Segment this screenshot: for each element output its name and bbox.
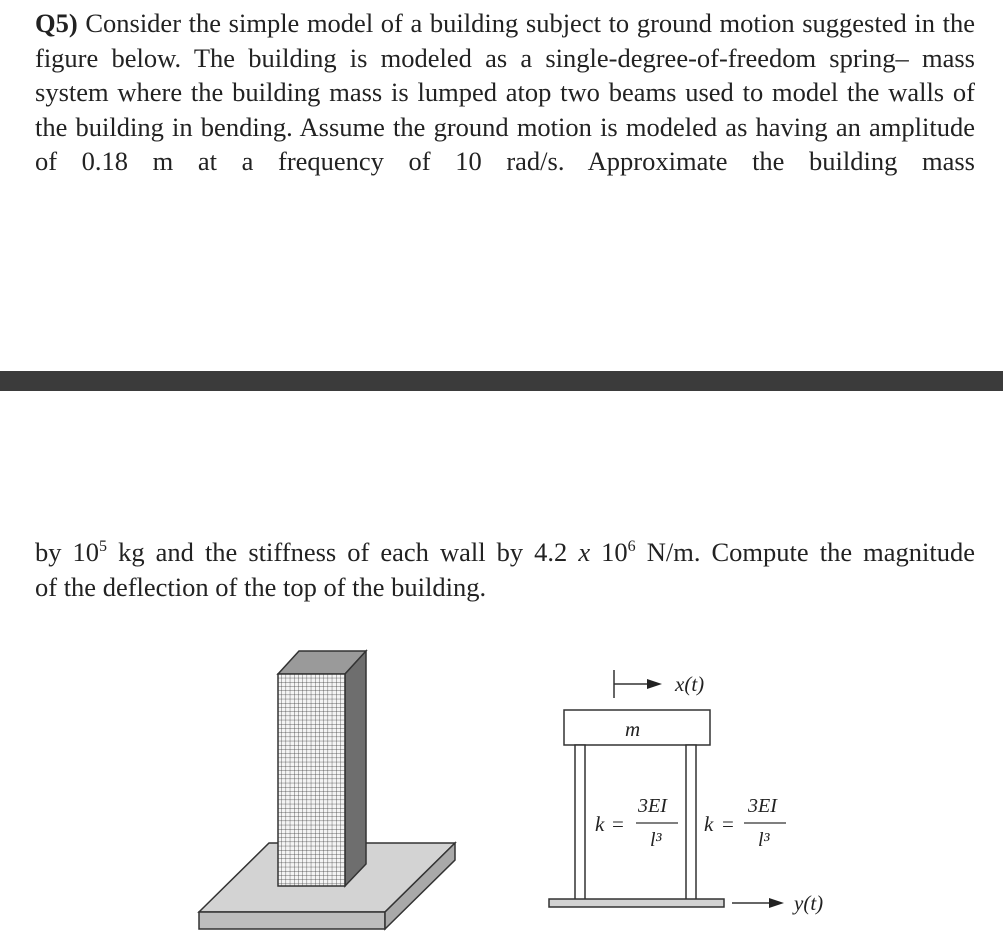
svg-text:l³: l³	[758, 829, 770, 851]
question-paragraph-1	[35, 6, 975, 179]
y-arrowhead-icon	[769, 898, 784, 908]
dark-divider-bar	[0, 371, 1003, 391]
left-wall-beam	[575, 745, 585, 900]
left-stiffness-label	[595, 795, 678, 851]
building-figure	[0, 640, 1003, 940]
right-wall-beam	[686, 745, 696, 900]
svg-text:=: =	[612, 812, 624, 836]
question-line-2: the figure below. The building is modeled as a single-degree-of-freedom spring–	[35, 8, 976, 73]
svg-text:l³: l³	[650, 829, 662, 851]
label-mass: m	[625, 717, 641, 741]
ground-plate	[549, 899, 724, 907]
question-line-5: an amplitude of 0.18 m at a frequency of 10 rad/s. Approximate the building mass	[35, 111, 975, 176]
question-line-6: by $10^5$ kg and the stiffness of each wall by 4.2 x $10^6$ N/m. Compute the magnitude	[35, 537, 975, 567]
question-label: Q5)	[35, 8, 78, 38]
tower-side	[345, 651, 366, 886]
question-line-1: Consider the simple model of a building subject to ground motion suggested in	[85, 8, 935, 38]
ground-slab-front	[199, 912, 385, 929]
building-3d-illustration	[199, 651, 455, 929]
tower-front-windows	[278, 674, 345, 886]
label-y-t: y(t)	[794, 891, 824, 915]
question-line-7: of the deflection of the top of the building.	[35, 571, 487, 602]
x-arrowhead-icon	[647, 679, 662, 689]
question-line-3: mass system where the building mass is lumped atop two beams used to model the	[35, 42, 975, 107]
label-x-t: x(t)	[675, 672, 705, 696]
svg-text:k: k	[704, 812, 714, 836]
right-stiffness-label	[704, 795, 786, 851]
spring-mass-schematic	[549, 670, 823, 915]
question-paragraph-2	[35, 535, 975, 604]
svg-text:k: k	[595, 812, 605, 836]
question-line-4: walls of the building in bending. Assume the ground motion is modeled as having	[35, 77, 975, 142]
svg-text:3EI: 3EI	[748, 795, 777, 817]
svg-text:=: =	[722, 812, 734, 836]
svg-text:3EI: 3EI	[638, 795, 667, 817]
